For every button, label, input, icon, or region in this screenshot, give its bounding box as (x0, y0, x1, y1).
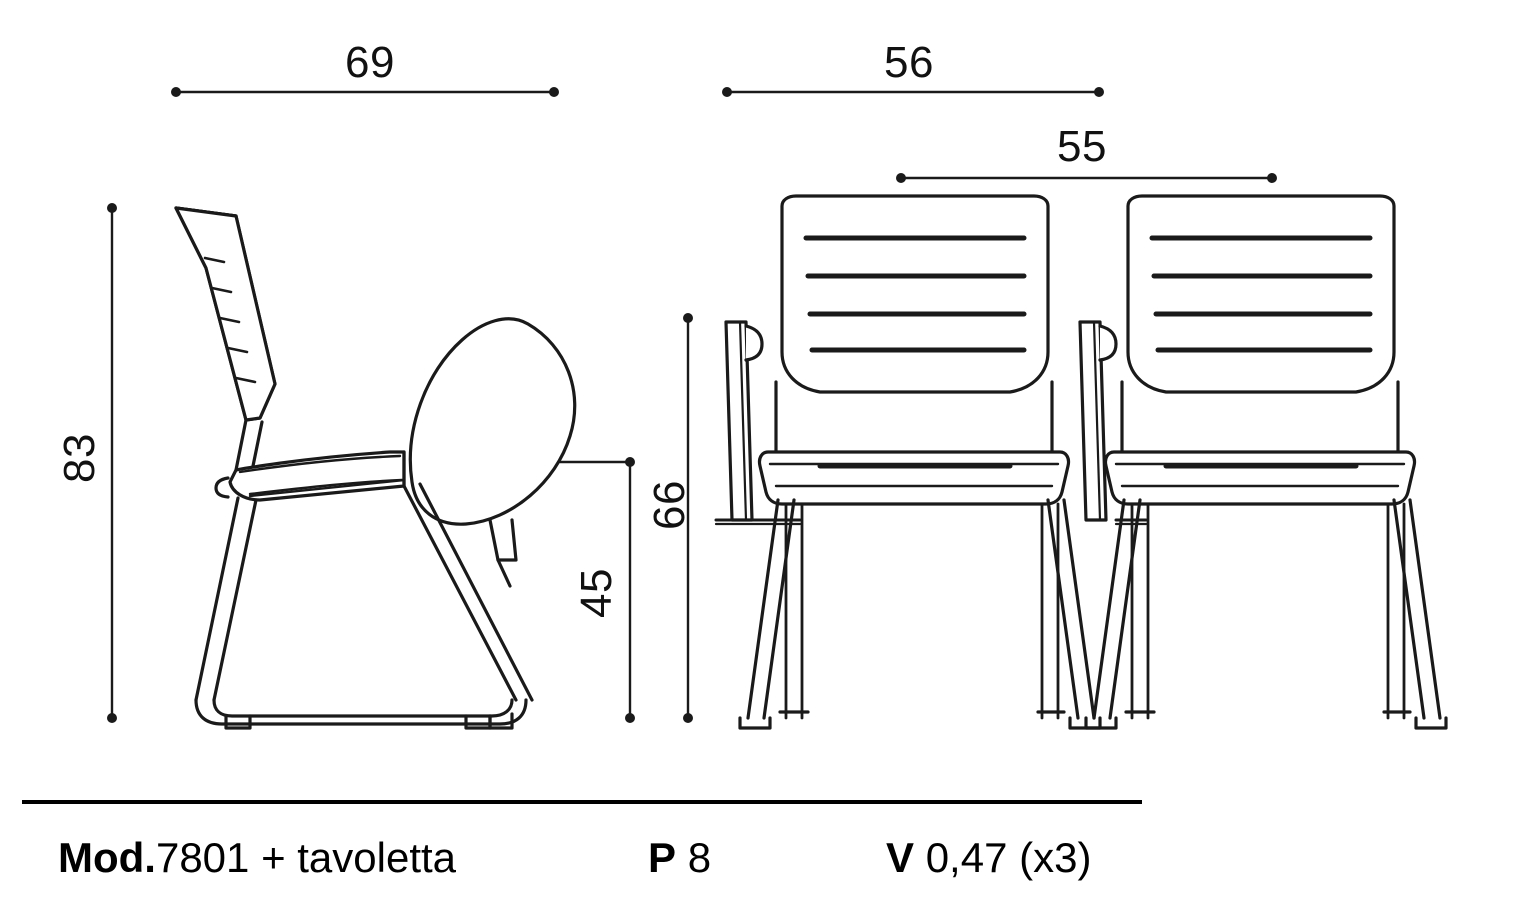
chair-front-view-1 (716, 196, 1100, 728)
dimension-line-55 (896, 173, 1277, 183)
dimension-label-seat-height: 45 (572, 568, 621, 618)
dimension-label-width-front: 56 (884, 38, 934, 87)
caption-model-value: 7801 + tavoletta (155, 834, 457, 881)
caption-packing-label: P (648, 834, 677, 881)
caption-row (0, 800, 1525, 900)
caption-volume-label: V (886, 834, 915, 881)
caption-model (58, 834, 456, 882)
chair-front-view-2 (1080, 196, 1446, 728)
caption-model-label: Mod. (58, 834, 156, 881)
dimension-label-seat-pitch: 55 (1057, 122, 1107, 171)
caption-packing (648, 834, 711, 882)
dimension-line-66 (683, 313, 693, 723)
dimension-line-83 (107, 203, 117, 723)
dimension-label-back-height: 66 (645, 480, 694, 530)
caption-packing-value: 8 (687, 834, 712, 881)
caption-volume (886, 834, 1091, 882)
caption-divider (22, 800, 1142, 804)
dimension-label-total-height: 83 (55, 433, 104, 483)
dimension-line-69 (171, 87, 559, 206)
caption-volume-value: 0,47 (x3) (925, 834, 1092, 881)
dimension-line-56 (722, 87, 1104, 97)
dimension-line-45 (560, 457, 635, 723)
dimension-label-width-side: 69 (345, 38, 395, 87)
chair-side-view (176, 208, 575, 728)
